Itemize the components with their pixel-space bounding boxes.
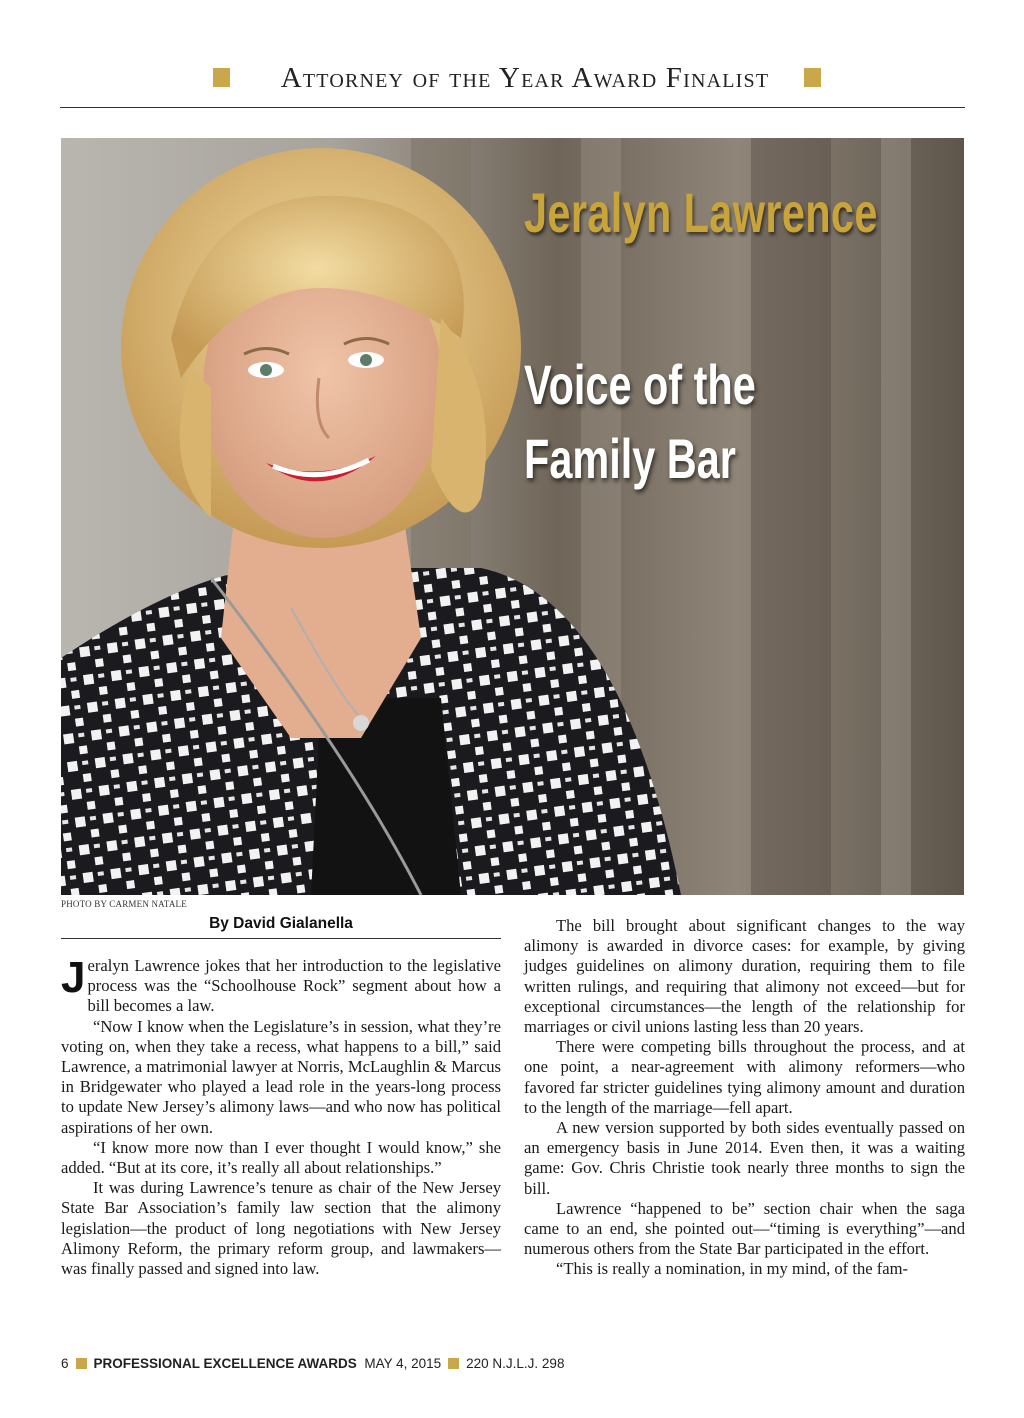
footer-section: PROFESSIONAL EXCELLENCE AWARDS [93, 1356, 357, 1371]
page-number: 6 [61, 1356, 69, 1371]
article-column-left [61, 953, 501, 1279]
drop-cap: J [61, 953, 86, 1002]
page-footer [61, 1356, 564, 1371]
headline-subtitle [524, 348, 756, 496]
gold-square-icon [76, 1358, 87, 1369]
paragraph: There were competing bills throughout the process, and at one point, a near-agreement with alimony reformers—who favored far stricter guidelines tying alimony amount and duration to the length of the marriage—fell apart. [524, 1037, 965, 1117]
headline-name: Jeralyn Lawrence [524, 181, 878, 244]
paragraph [61, 953, 501, 1017]
paragraph-text: eralyn Lawrence jokes that her introduction to the legislative process was the “Schoolhouse Rock” segment about how a bill becomes a law. [87, 956, 501, 1016]
article-column-right [524, 916, 965, 1280]
portrait-illustration [61, 138, 964, 895]
footer-date: MAY 4, 2015 [364, 1356, 442, 1371]
paragraph: It was during Lawrence’s tenure as chair of the New Jersey State Bar Association’s family law section that the alimony legislation—the product of long negotiations with New Jersey Alimony Reform, the primary reform group, and lawmakers—was finally passed and signed into law. [61, 1178, 501, 1279]
paragraph: A new version supported by both sides eventually passed on an emergency basis in June 2014. Even then, it was a waiting game: Gov. Chris Christie took nearly three months to sign the bill. [524, 1118, 965, 1198]
gold-square-icon [448, 1358, 459, 1369]
byline-divider [61, 938, 501, 939]
section-title: Attorney of the Year Award Finalist [280, 62, 770, 94]
photo-credit: PHOTO BY CARMEN NATALE [61, 899, 187, 909]
paragraph: The bill brought about significant changes to the way alimony is awarded in divorce cases: for example, by giving judges guidelines on alimony duration, requiring them to file written rulings, and requiring that alimony not exceed—but for exceptional circumstances—the length of the relationship for marriages or civil unions lasting less than 20 years. [524, 916, 965, 1037]
gold-square-icon [213, 68, 230, 87]
paragraph: “This is really a nomination, in my mind, of the fam- [556, 1259, 909, 1279]
subtitle-line: Family Bar [524, 427, 736, 490]
paragraph: Lawrence “happened to be” section chair when the saga came to an end, she pointed out—“timing is everything”—and numerous others from the State Bar participated in the effort. [524, 1198, 965, 1259]
byline: By David Gialanella [209, 915, 353, 932]
portrait-photo [61, 138, 964, 895]
paragraph: “I know more now than I ever thought I would know,” she added. “But at its core, it’s really all about relationships.” [61, 1137, 501, 1178]
paragraph: “Now I know when the Legislature’s in session, what they’re voting on, when they take a recess, what happens to a bill,” said Lawrence, a matrimonial lawyer at Norris, McLaughlin & Marcus in Bridgewater who played a lead role in the years-long process to update New Jersey’s alimony laws—and who now has political aspirations of her own. [61, 1016, 501, 1137]
page-header [60, 58, 965, 108]
gold-square-icon [804, 68, 821, 87]
subtitle-line: Voice of the [524, 353, 756, 416]
footer-citation: 220 N.J.L.J. 298 [466, 1356, 565, 1371]
